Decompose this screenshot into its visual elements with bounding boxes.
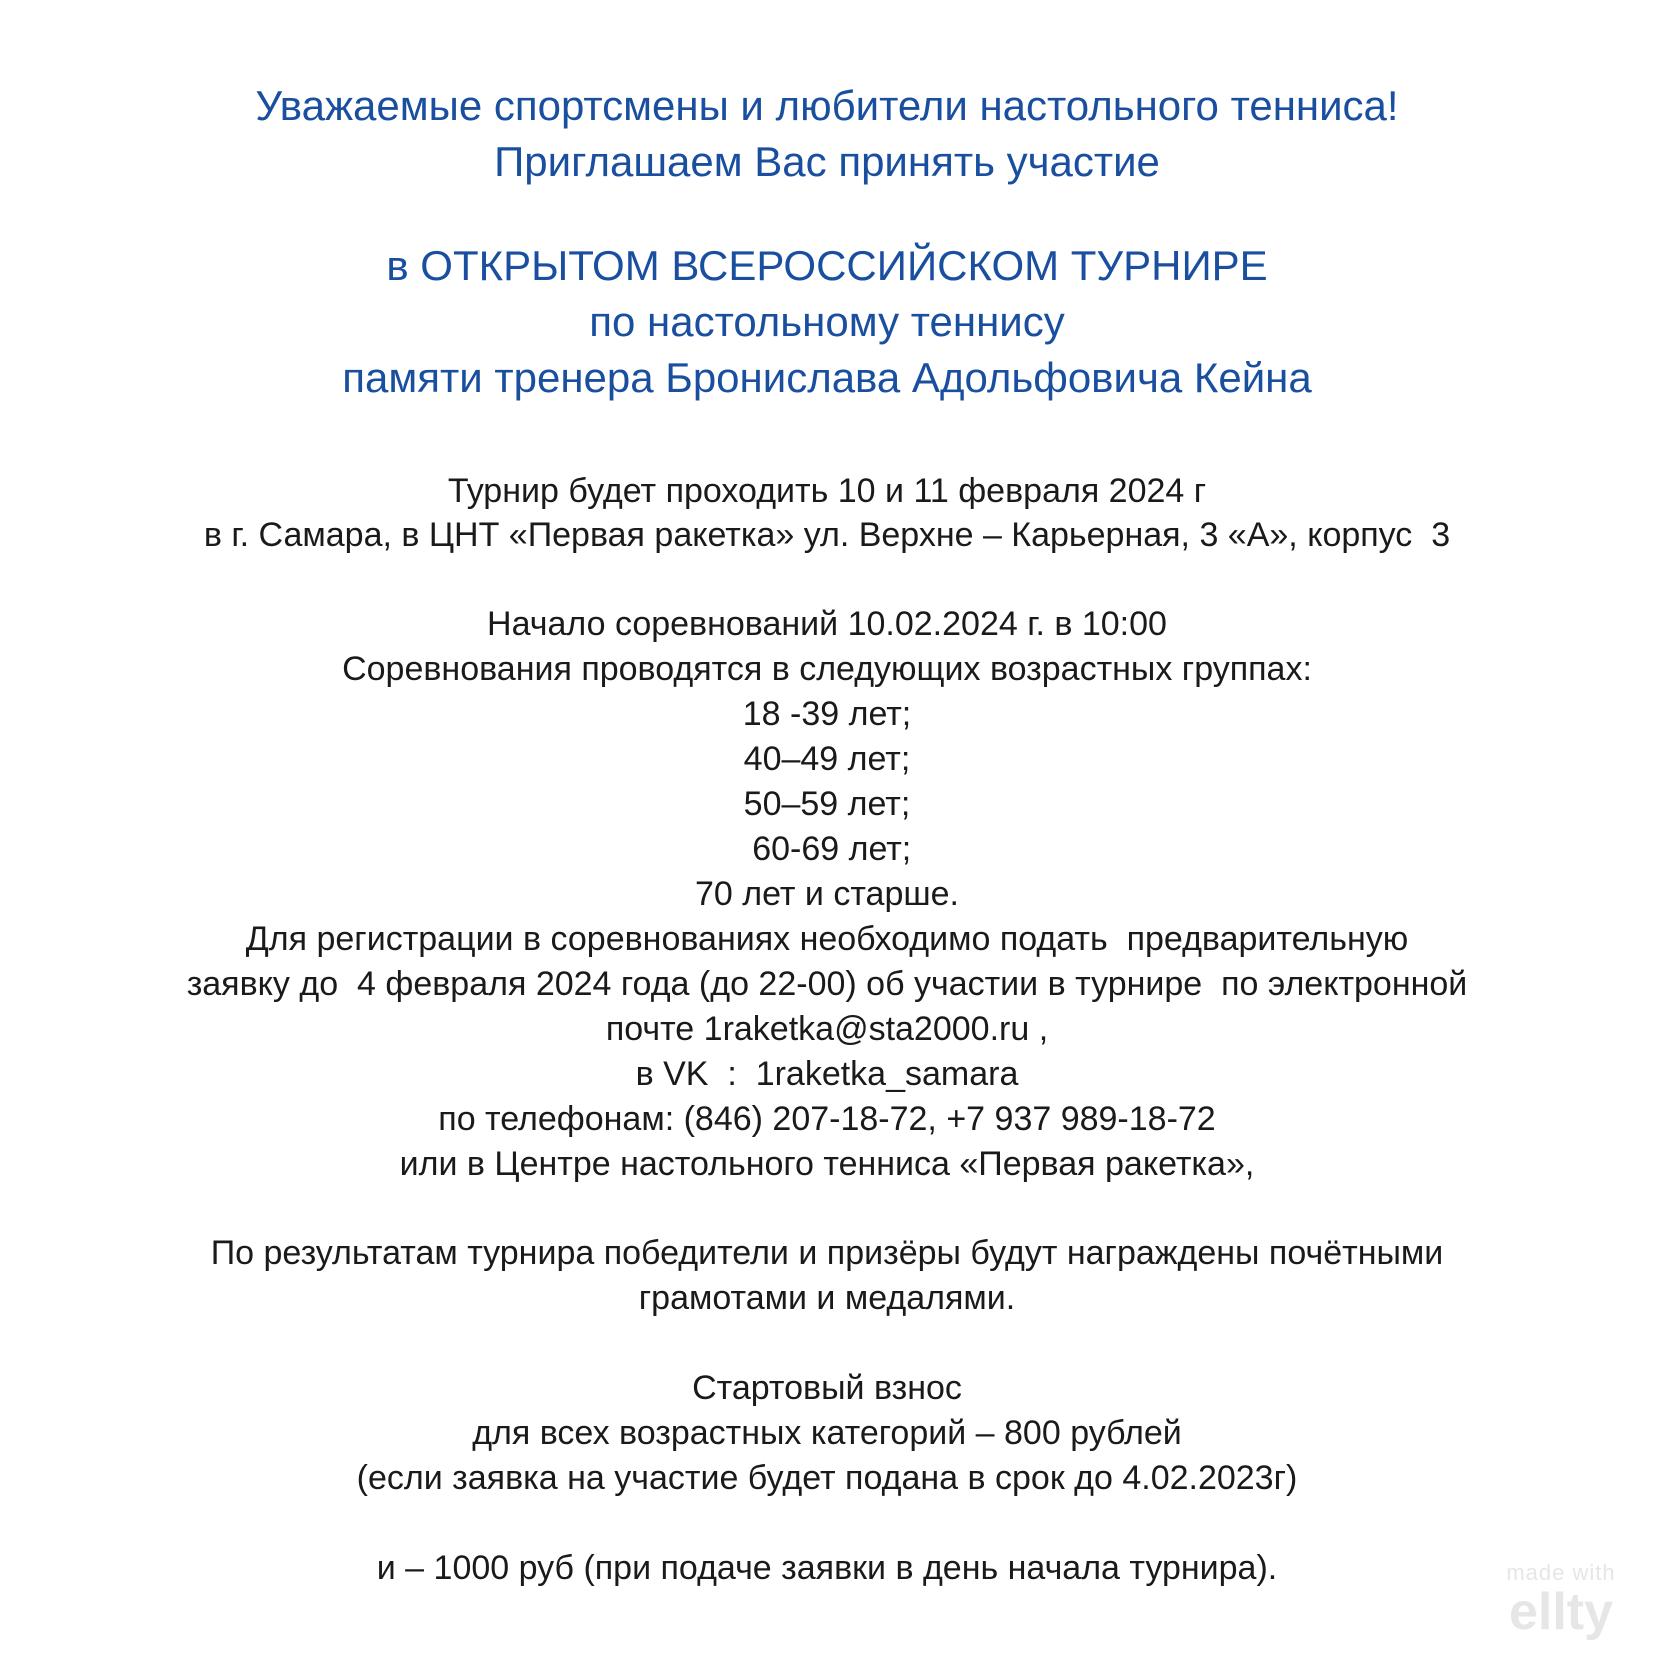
age-group-item: 40–49 лет; (743, 740, 911, 778)
registration-line: Для регистрации в соревнованиях необходимо подать предварительную (245, 920, 1409, 958)
venue-address: в г. Самара, в ЦНТ «Первая ракетка» ул. Верхне – Карьерная, 3 «А», корпус 3 (203, 516, 1451, 554)
awards-line: По результатам турнира победители и призёры будут награждены почётными (210, 1234, 1444, 1272)
registration-vk: в VK : 1raketka_samara (635, 1055, 1019, 1093)
registration-email: почте 1raketka@sta2000.ru , (605, 1010, 1049, 1048)
fee-title: Стартовый взнос (692, 1369, 962, 1407)
age-group-item: 70 лет и старше. (695, 875, 959, 913)
registration-phones: по телефонам: (846) 207-18-72, +7 937 989-18-72 (438, 1100, 1216, 1138)
age-group-item: 50–59 лет; (743, 785, 911, 823)
fee-late: и – 1000 руб (при подаче заявки в день начала турнира). (376, 1549, 1278, 1587)
start-time: Начало соревнований 10.02.2024 г. в 10:00 (487, 605, 1167, 643)
age-groups-intro: Соревнования проводятся в следующих возрастных группах: (342, 650, 1312, 688)
fee-amount: для всех возрастных категорий – 800 рублей (472, 1414, 1182, 1452)
tournament-title: в ОТКРЫТОМ ВСЕРОССИЙСКОМ ТУРНИРЕ (386, 242, 1268, 289)
fee-condition: (если заявка на участие будет подана в срок до 4.02.2023г) (356, 1459, 1298, 1497)
age-group-item: 60-69 лет; (742, 830, 912, 868)
tournament-memorial: памяти тренера Бронислава Адольфовича Кейна (342, 354, 1312, 401)
awards-line: грамотами и медалями. (638, 1279, 1016, 1317)
venue-dates: Турнир будет проходить 10 и 11 февраля 2024 г (447, 472, 1207, 510)
watermark-top: made with (1506, 1560, 1616, 1585)
age-group-item: 18 -39 лет; (742, 695, 912, 733)
invitation-line: Приглашаем Вас принять участие (494, 138, 1160, 185)
registration-deadline: заявку до 4 февраля 2024 года (до 22-00) об участии в турнире по электронной (186, 965, 1468, 1003)
watermark-logo: ellty (1508, 1583, 1614, 1641)
made-with-ellty-watermark (1486, 1560, 1636, 1641)
greeting-line: Уважаемые спортсмены и любители настольного тенниса! (255, 82, 1399, 129)
tournament-subtitle: по настольному теннису (589, 298, 1065, 345)
registration-center: или в Центре настольного тенниса «Первая ракетка», (399, 1145, 1255, 1183)
